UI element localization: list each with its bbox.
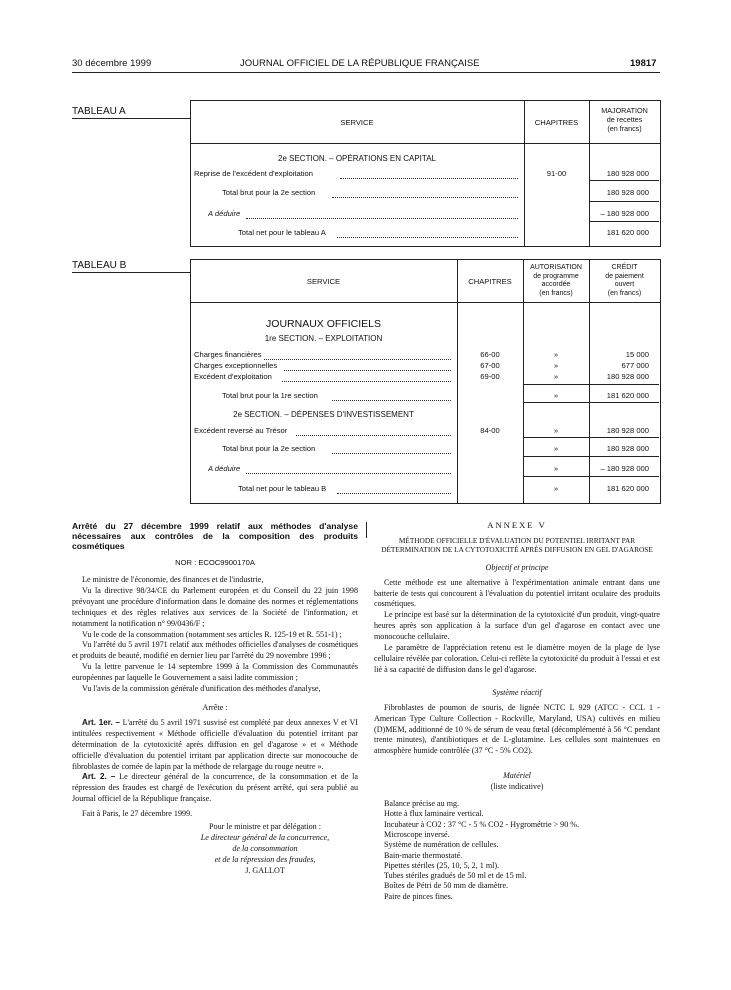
tableau-b-total2-ap: »	[553, 444, 559, 453]
article-2-text: Le directeur général de la concurrence, de la consommation et de la répression des fraudes est chargé de l'exécution du présent arrêté, qui sera publié au Journal officiel de la République française.	[72, 772, 358, 804]
tableau-b-row: Charges exceptionnelles	[194, 361, 278, 370]
arrete-paragraph: Vu l'arrêté du 5 avril 1971 relatif aux méthodes officielles d'analyses de cosmétiques et produits de beauté, modifié en dernier lieu par l'arrêté du 29 novembre 1996 ;	[72, 640, 358, 661]
tableau-b-section1: 1re SECTION. – EXPLOITATION	[264, 334, 383, 343]
list-item: Bain-marie thermostaté.	[384, 850, 463, 860]
tableau-b-deduire-ap: »	[553, 464, 559, 473]
tableau-b-net-cp: 181 620 000	[606, 484, 649, 493]
arrete-title: Arrêté du 27 décembre 1999 relatif aux méthodes d'analyse nécessaires aux contrôles de la composition des produits cosmétiques	[72, 521, 358, 551]
list-item: Pipettes stériles (25, 10, 5, 2, 1 ml).	[384, 860, 500, 870]
tableau-b-row-ap: »	[553, 350, 559, 359]
list-item: Balance précise au mg.	[384, 799, 460, 809]
arrete-paragraph: Vu le code de la consommation (notamment ses articles R. 125-19 et R. 551-1) ;	[82, 629, 342, 639]
arrete-body	[72, 575, 358, 877]
annexe-subtitle: MÉTHODE OFFICIELLE D'ÉVALUATION DU POTENTIEL IRRITANT PAR DÉTERMINATION DE LA CYTOTOXICITÉ APRÈS DIFFUSION EN GEL D'AGAROSE	[381, 535, 653, 555]
header-title: JOURNAL OFFICIEL DE LA RÉPUBLIQUE FRANÇAISE	[240, 58, 480, 69]
tableau-a-total-brut-value: 180 928 000	[606, 188, 649, 197]
tableau-b-row-chapitre: 69-00	[480, 372, 500, 381]
tableau-a-total-brut-label: Total brut pour la 2e section	[222, 188, 316, 197]
arrete-article-1	[72, 718, 358, 773]
header-page: 19817	[630, 58, 657, 69]
annexe-paragraph: Le principe est basé sur la détermination de la cytotoxicité d'un produit, vingt-quatre heures après son application à la surface d'un gel d'agarose en contact avec une monocouche cellulaire.	[374, 610, 660, 642]
tableau-b-total2-label: Total brut pour la 2e section	[222, 444, 316, 453]
header-rule	[72, 72, 660, 73]
tableau-a-section: 2e SECTION. – OPÉRATIONS EN CAPITAL	[278, 154, 436, 163]
annexe-paragraph: Le paramètre de l'appréciation retenu est le diamètre moyen de la plage de lyse cellulaire révélée par coloration. Celui-ci reflète la cytotoxicité du produit à l'essai et est lié à sa capacité de diffusion dans le gel d'agarose.	[374, 643, 660, 674]
tableau-a-net-value: 181 620 000	[606, 228, 649, 237]
tableau-b-row: Excédent d'exploitation	[194, 372, 272, 381]
tableau-b-deduire-cp: – 180 928 000	[600, 464, 649, 473]
tableau-a-row-value: 180 928 000	[606, 169, 649, 178]
tableau-b-total1-ap: »	[553, 391, 559, 400]
tableau-a-net-label: Total net pour le tableau A	[238, 228, 326, 237]
heading-systeme: Système réactif	[492, 687, 542, 697]
arrete-paragraph: Vu la lettre parvenue le 14 septembre 1999 à la Commission des Communautés européennes par laquelle le Gouvernement a saisi ladite commission ;	[72, 662, 358, 683]
tableau-a-deduire-value: – 180 928 000	[600, 209, 649, 218]
tableau-b-row2-chapitre: 84-00	[480, 426, 500, 435]
article-1-heading: Art. 1er. –	[82, 717, 120, 727]
tableau-b-row-ap: »	[553, 372, 559, 381]
arrete-article-2	[72, 772, 358, 805]
tableau-b-row-cp: 677 000	[621, 361, 649, 370]
tableau-b-net-ap: »	[553, 484, 559, 493]
tableau-b-row2-label: Excédent reversé au Trésor	[194, 426, 288, 435]
tableau-a-head-service: SERVICE	[340, 118, 374, 127]
tableau-a-head-chapitres: CHAPITRES	[534, 118, 579, 127]
list-item: Système de numération de cellules.	[384, 840, 499, 850]
arrete-paragraph: Le ministre de l'économie, des finances et de l'industrie,	[82, 575, 264, 584]
tableau-b-label: TABLEAU B	[72, 260, 127, 271]
tableau-b-net-label: Total net pour le tableau B	[238, 484, 327, 493]
signature-line: Le directeur général de la concurrence,	[200, 832, 330, 842]
annexe-paragraph: Cette méthode est une alternative à l'expérimentation animale entrant dans une batterie de tests qui concourent à l'évaluation du potentiel irritant oculaire des produits cosmétiques.	[374, 577, 660, 609]
list-item: Paire de pinces fines.	[384, 891, 453, 901]
tableau-b-total1-cp: 181 620 000	[606, 391, 649, 400]
arrete-fait: Fait à Paris, le 27 décembre 1999.	[82, 809, 193, 819]
signature-name: J. GALLOT	[245, 865, 285, 875]
tableau-b-head-chapitres: CHAPITRES	[468, 277, 512, 286]
tableau-b-row-cp: 15 000	[625, 350, 649, 359]
list-item: Microscope inversé.	[384, 829, 450, 839]
materiel-subtitle: (liste indicative)	[490, 782, 544, 792]
annexe-paragraph: Fibroblastes de poumon de souris, de lignée NCTC L 929 (ATCC - CCL 1 - American Type Culture Collection - Rockville, Maryland, USA) cultivés en milieu (D)MEM, additionné de 10 % de sérum de veau fœtal (décomplémenté à 56 °C pendant trente minutes), d'antibiotiques et de L-glutamine. Les cellules sont maintenues en atmosphère humide contrôlée (37 °C - 5% CO2).	[374, 702, 660, 756]
annexe-title: ANNEXE V	[487, 520, 547, 530]
article-2-heading: Art. 2. –	[82, 772, 116, 782]
tableau-b-org: JOURNAUX OFFICIELS	[266, 318, 381, 330]
tableau-b-section2: 2e SECTION. – DÉPENSES D'INVESTISSEMENT	[233, 410, 414, 419]
article-1-text: L'arrêté du 5 avril 1971 susvisé est complété par deux annexes V et VI intitulées respectivement « Méthode officielle d'évaluation du potentiel irritant par détermination de la cytotoxicité après diffusion en gel d'agarose » et « Méthode officielle d'évaluation du potentiel irritant par application directe sur monocouche de fibroblastes de cornée de lapin par la méthode de relargage du rouge neutre ».	[72, 717, 358, 771]
tableau-b-head-service: SERVICE	[306, 277, 341, 286]
signature-line: de la consommation	[232, 843, 298, 853]
signature-line: et de la répression des fraudes,	[214, 854, 316, 864]
tableau-b-row: Charges financières	[194, 350, 262, 359]
tableau-b-row-cp: 180 928 000	[606, 372, 649, 381]
heading-materiel: Matériel	[503, 771, 531, 781]
arrete-arrete-word: Arrête :	[202, 702, 228, 712]
arrete-paragraph: Vu la directive 98/34/CE du Parlement européen et du Conseil du 22 juin 1998 prévoyant une procédure d'information dans le domaine des normes et réglementations techniques et des règles relatives aux services de la Société de l'information, et notamment la notification n° 99/0436/F ;	[72, 585, 358, 628]
tableau-b-total1-label: Total brut pour la 1re section	[222, 391, 318, 400]
tableau-b-head-autorisation: AUTORISATION de programme accordée (en francs)	[530, 264, 582, 297]
list-item: Boîtes de Pétri de 50 mm de diamètre.	[384, 881, 509, 891]
tableau-b-row-chapitre: 66-00	[480, 350, 500, 359]
annexe-column	[374, 520, 660, 902]
tableau-b-total2-cp: 180 928 000	[606, 444, 649, 453]
list-item: Tubes stériles gradués de 50 ml et de 15 ml.	[384, 871, 527, 881]
signature-line: Pour le ministre et par délégation :	[209, 822, 321, 832]
list-item: Hotte à flux laminaire vertical.	[384, 809, 484, 819]
tableau-b-row2-ap: »	[553, 426, 559, 435]
materiel-list	[384, 799, 660, 902]
tableau-a-row-chapitre: 91-00	[546, 169, 567, 178]
tableau-b-row-ap: »	[553, 361, 559, 370]
tableau-a-deduire-label: A déduire	[208, 209, 241, 218]
tableau-b-head-credit: CRÉDIT de paiement ouvert (en francs)	[605, 264, 644, 297]
header-date: 30 décembre 1999	[72, 58, 152, 69]
tableau-b-row2-cp: 180 928 000	[606, 426, 649, 435]
tableau-b-row-chapitre: 67-00	[480, 361, 500, 370]
tableau-a-row-label: Reprise de l'excédent d'exploitation	[194, 169, 313, 178]
tableau-a-head-majoration: MAJORATION de recettes (en francs)	[601, 106, 648, 133]
arrete-nor: NOR : ECOC9900170A	[175, 558, 255, 567]
heading-objectif: Objectif et principe	[485, 562, 549, 572]
signature-block	[172, 822, 358, 877]
tableau-b-deduire-label: A déduire	[208, 464, 241, 473]
list-item: Incubateur à CO2 : 37 °C - 5 % CO2 - Hygrométrie > 90 %.	[384, 819, 580, 829]
arrete-paragraph: Vu l'avis de la commission générale d'unification des méthodes d'analyse,	[82, 684, 321, 694]
tableau-a-label: TABLEAU A	[72, 106, 126, 117]
tableau-a-label-rule	[72, 118, 190, 119]
